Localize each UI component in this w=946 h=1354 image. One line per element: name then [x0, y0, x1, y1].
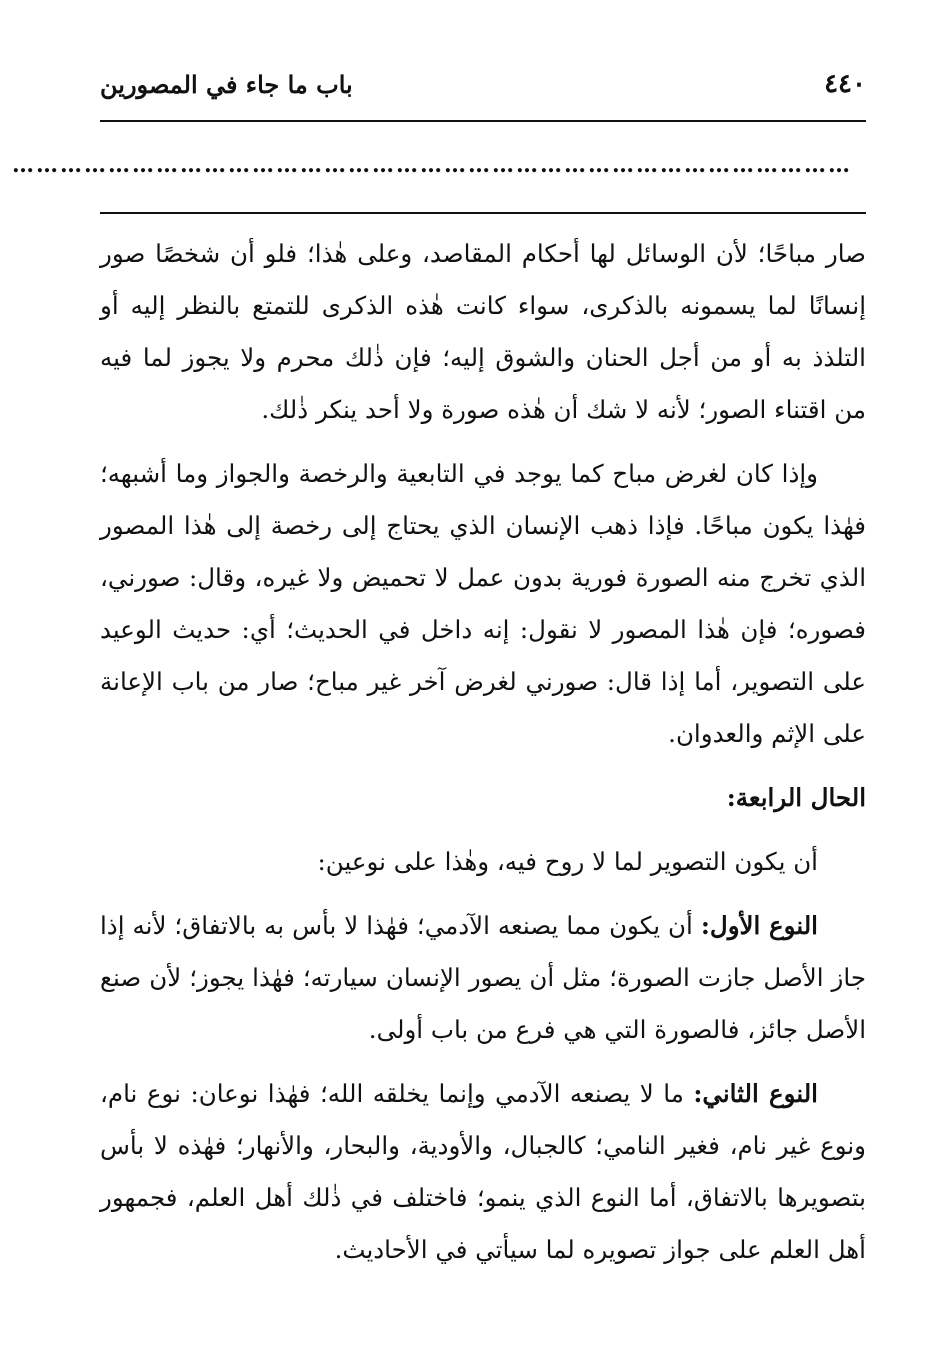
- page-number: ٤٤٠: [824, 69, 866, 99]
- paragraph-type-1: [100, 900, 866, 1056]
- type-2-label: النوع الثاني:: [693, 1079, 818, 1108]
- chapter-title: باب ما جاء في المصورين: [100, 69, 353, 99]
- paragraph-3: أن يكون التصوير لما لا روح فيه، وهٰذا على نوعين:: [317, 847, 818, 876]
- section-heading-fourth-case: الحال الرابعة:: [726, 783, 866, 812]
- type-2-text: ما لا يصنعه الآدمي وإنما يخلقه الله؛ فهٰذا نوعان: نوع نام، ونوع غير نام، فغير النامي؛ كالجبال، والأودية، والبحار، والأنهار؛ فهٰذه لا بأس بتصويرها بالاتفاق، أما النوع الذي ينمو؛ فاختلف في ذٰلك أهل العلم، فجمهور أهل العلم على جواز تصويره لما سيأتي في الأحاديث.: [100, 1079, 866, 1264]
- paragraph-type-2: [100, 1068, 866, 1276]
- section-rule: [100, 212, 866, 214]
- paragraph-1: صار مباحًا؛ لأن الوسائل لها أحكام المقاصد، وعلى هٰذا؛ فلو أن شخصًا صور إنسانًا لما يسمونه بالذكرى، سواء كانت هٰذه الذكرى للتمتع بالنظر إليه أو التلذذ به أو من أجل الحنان والشوق إليه؛ فإن ذٰلك محرم ولا يجوز لما فيه من اقتناء الصور؛ لأنه لا شك أن هٰذه صورة ولا أحد ينكر ذٰلك.: [100, 239, 866, 424]
- page-header: [100, 62, 866, 106]
- page-body: [100, 228, 866, 1288]
- type-1-label: النوع الأول:: [700, 911, 818, 940]
- type-1-text: أن يكون مما يصنعه الآدمي؛ فهٰذا لا بأس به بالاتفاق؛ لأنه إذا جاز الأصل جازت الصورة؛ مثل أن يصور الإنسان سيارته؛ فهٰذا يجوز؛ لأن صنع الأصل جائز، فالصورة التي هي فرع من باب أولى.: [100, 911, 866, 1044]
- ellipsis-separator: ……………………………………………………………………………………………: [12, 152, 852, 178]
- paragraph-2: وإذا كان لغرض مباح كما يوجد في التابعية والرخصة والجواز وما أشبهه؛ فهٰذا يكون مباحًا. فإذا ذهب الإنسان الذي يحتاج إلى رخصة إلى هٰذا المصور الذي تخرج منه الصورة فورية بدون عمل لا تحميض ولا غيره، وقال: صورني، فصوره؛ فإن هٰذا المصور لا نقول: إنه داخل في الحديث؛ أي: حديث الوعيد على التصوير، أما إذا قال: صورني لغرض آخر غير مباح؛ صار من باب الإعانة على الإثم والعدوان.: [100, 459, 866, 748]
- header-rule: [100, 120, 866, 122]
